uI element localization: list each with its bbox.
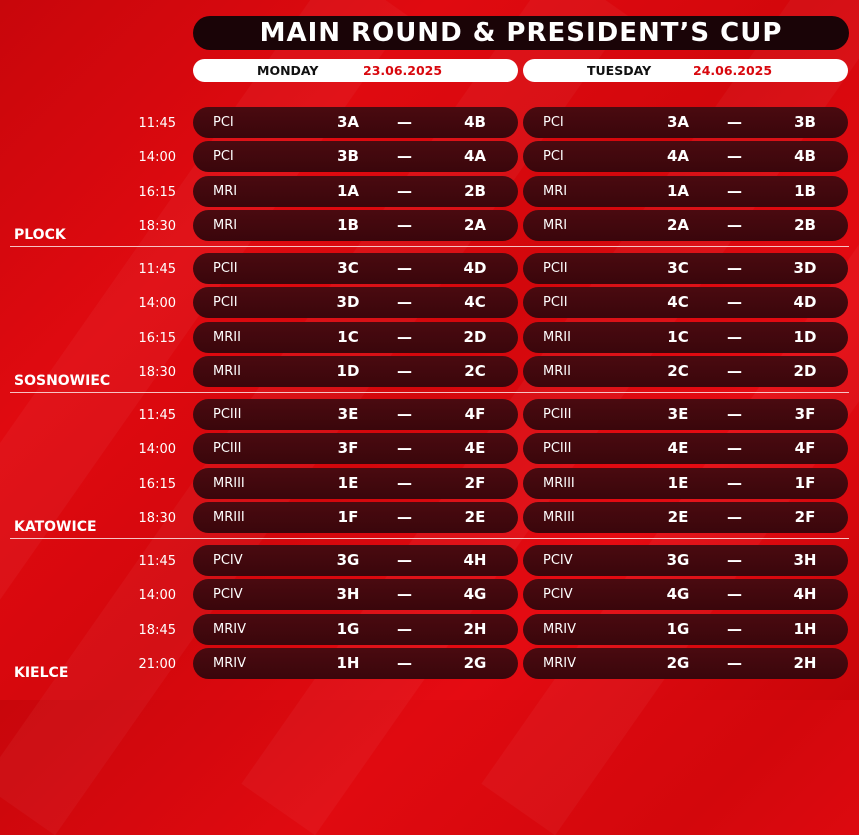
match-card: [523, 579, 848, 610]
match-time: 11:45: [138, 262, 176, 277]
match-time: 18:30: [138, 219, 176, 234]
match-card: [523, 502, 848, 533]
team-away: 2A: [463, 216, 487, 234]
city-label: KATOWICE: [14, 519, 97, 535]
vs-separator: —: [727, 585, 742, 603]
match-time: 11:45: [138, 408, 176, 423]
team-away: 1D: [793, 328, 817, 346]
match-card: [523, 176, 848, 207]
group-label: PCIII: [543, 441, 572, 456]
group-label: MRII: [543, 330, 571, 345]
match-card: [523, 141, 848, 172]
team-away: 3D: [793, 259, 817, 277]
team-home: 3G: [666, 551, 690, 569]
team-home: 4A: [666, 147, 690, 165]
group-label: MRIV: [543, 622, 576, 637]
team-away: 4D: [463, 259, 487, 277]
team-home: 3C: [667, 259, 689, 277]
vs-separator: —: [397, 585, 412, 603]
team-away: 3F: [794, 405, 816, 423]
vs-separator: —: [397, 362, 412, 380]
team-away: 2H: [793, 654, 817, 672]
vs-separator: —: [397, 405, 412, 423]
team-away: 2D: [463, 328, 487, 346]
team-home: 1F: [337, 508, 359, 526]
group-label: PCIII: [213, 441, 242, 456]
team-away: 4A: [463, 147, 487, 165]
vs-separator: —: [727, 328, 742, 346]
match-time: 18:30: [138, 365, 176, 380]
team-away: 3H: [793, 551, 817, 569]
team-home: 1B: [337, 216, 359, 234]
team-home: 4G: [666, 585, 690, 603]
group-label: MRIV: [213, 622, 246, 637]
day-date: 23.06.2025: [363, 63, 443, 78]
vs-separator: —: [727, 654, 742, 672]
team-away: 4F: [464, 405, 486, 423]
match-card: [193, 579, 518, 610]
group-label: PCII: [543, 295, 568, 310]
group-label: PCI: [213, 115, 234, 130]
vs-separator: —: [727, 551, 742, 569]
group-label: MRI: [213, 218, 238, 233]
match-time: 16:15: [138, 477, 176, 492]
group-label: PCIII: [543, 407, 572, 422]
match-time: 14:00: [138, 150, 176, 165]
match-card: [193, 614, 518, 645]
vs-separator: —: [397, 551, 412, 569]
group-label: MRIII: [213, 510, 245, 525]
vs-separator: —: [397, 508, 412, 526]
group-label: PCI: [213, 149, 234, 164]
vs-separator: —: [397, 328, 412, 346]
venue-block: [0, 399, 859, 536]
match-card: [193, 545, 518, 576]
team-away: 2D: [793, 362, 817, 380]
match-card: [523, 210, 848, 241]
match-time: 16:15: [138, 185, 176, 200]
vs-separator: —: [727, 113, 742, 131]
team-home: 3E: [337, 405, 359, 423]
vs-separator: —: [397, 439, 412, 457]
group-label: PCIV: [543, 553, 573, 568]
vs-separator: —: [397, 147, 412, 165]
vs-separator: —: [727, 147, 742, 165]
vs-separator: —: [727, 474, 742, 492]
match-card: [193, 253, 518, 284]
vs-separator: —: [397, 620, 412, 638]
match-card: [193, 210, 518, 241]
match-time: 21:00: [138, 657, 176, 672]
team-home: 3E: [667, 405, 689, 423]
team-home: 3D: [336, 293, 360, 311]
vs-separator: —: [727, 293, 742, 311]
group-label: MRII: [213, 330, 241, 345]
team-away: 4B: [464, 113, 486, 131]
team-home: 1H: [336, 654, 360, 672]
team-home: 2A: [666, 216, 690, 234]
vs-separator: —: [727, 216, 742, 234]
vs-separator: —: [727, 620, 742, 638]
team-home: 1D: [336, 362, 360, 380]
group-label: PCIII: [213, 407, 242, 422]
team-home: 3A: [336, 113, 360, 131]
city-label: PLOCK: [14, 227, 66, 243]
group-label: MRIV: [213, 656, 246, 671]
vs-separator: —: [397, 216, 412, 234]
vs-separator: —: [397, 113, 412, 131]
match-card: [523, 287, 848, 318]
venue-divider: [10, 392, 849, 393]
group-label: PCIV: [213, 553, 243, 568]
team-home: 1E: [337, 474, 359, 492]
team-home: 4E: [667, 439, 689, 457]
group-label: PCII: [213, 295, 238, 310]
vs-separator: —: [397, 474, 412, 492]
team-away: 4B: [794, 147, 816, 165]
team-away: 4H: [793, 585, 817, 603]
vs-separator: —: [727, 405, 742, 423]
team-away: 4C: [464, 293, 486, 311]
team-home: 4C: [667, 293, 689, 311]
day-date: 24.06.2025: [693, 63, 773, 78]
team-home: 3G: [336, 551, 360, 569]
venue-block: [0, 253, 859, 390]
team-away: 2E: [464, 508, 486, 526]
day-header-monday: [193, 59, 518, 82]
venue-divider: [10, 246, 849, 247]
venue-block: [0, 545, 859, 682]
match-time: 16:15: [138, 331, 176, 346]
team-away: 4F: [794, 439, 816, 457]
team-home: 3F: [337, 439, 359, 457]
team-away: 2F: [464, 474, 486, 492]
team-away: 3B: [794, 113, 816, 131]
match-time: 18:45: [138, 623, 176, 638]
match-time: 14:00: [138, 588, 176, 603]
group-label: MRIII: [543, 510, 575, 525]
team-home: 3C: [337, 259, 359, 277]
city-label: KIELCE: [14, 665, 69, 681]
vs-separator: —: [727, 439, 742, 457]
vs-separator: —: [397, 182, 412, 200]
team-away: 4H: [463, 551, 487, 569]
match-time: 11:45: [138, 116, 176, 131]
team-away: 1B: [794, 182, 816, 200]
group-label: PCI: [543, 115, 564, 130]
match-card: [523, 399, 848, 430]
group-label: PCIV: [543, 587, 573, 602]
team-home: 1A: [666, 182, 690, 200]
team-home: 2C: [667, 362, 689, 380]
match-card: [523, 107, 848, 138]
match-time: 14:00: [138, 296, 176, 311]
group-label: PCI: [543, 149, 564, 164]
match-card: [193, 433, 518, 464]
team-away: 4G: [463, 585, 487, 603]
match-card: [523, 253, 848, 284]
team-home: 3H: [336, 585, 360, 603]
match-card: [523, 614, 848, 645]
match-card: [523, 648, 848, 679]
page-title: MAIN ROUND & PRESIDENT’S CUP: [193, 16, 849, 50]
team-home: 3A: [666, 113, 690, 131]
day-name: TUESDAY: [587, 63, 652, 78]
team-away: 2B: [794, 216, 816, 234]
venue-block: [0, 107, 859, 244]
vs-separator: —: [397, 654, 412, 672]
match-card: [193, 107, 518, 138]
match-card: [193, 648, 518, 679]
team-away: 2B: [464, 182, 486, 200]
match-card: [193, 141, 518, 172]
match-card: [523, 468, 848, 499]
team-away: 1H: [793, 620, 817, 638]
group-label: MRI: [543, 184, 568, 199]
vs-separator: —: [727, 182, 742, 200]
group-label: MRIII: [213, 476, 245, 491]
team-home: 2G: [666, 654, 690, 672]
match-time: 18:30: [138, 511, 176, 526]
match-card: [193, 468, 518, 499]
match-card: [193, 356, 518, 387]
match-card: [193, 287, 518, 318]
team-home: 1E: [667, 474, 689, 492]
group-label: MRII: [213, 364, 241, 379]
match-card: [193, 322, 518, 353]
team-home: 1C: [337, 328, 359, 346]
venue-divider: [10, 538, 849, 539]
group-label: MRI: [213, 184, 238, 199]
vs-separator: —: [727, 259, 742, 277]
team-home: 1C: [667, 328, 689, 346]
group-label: MRII: [543, 364, 571, 379]
team-home: 2E: [667, 508, 689, 526]
match-card: [193, 502, 518, 533]
team-away: 2G: [463, 654, 487, 672]
team-home: 3B: [337, 147, 359, 165]
match-card: [523, 322, 848, 353]
group-label: PCII: [213, 261, 238, 276]
group-label: PCIV: [213, 587, 243, 602]
vs-separator: —: [397, 293, 412, 311]
group-label: MRIII: [543, 476, 575, 491]
vs-separator: —: [727, 508, 742, 526]
group-label: MRI: [543, 218, 568, 233]
match-card: [193, 399, 518, 430]
team-home: 1G: [336, 620, 360, 638]
team-away: 1F: [794, 474, 816, 492]
team-away: 2C: [464, 362, 486, 380]
group-label: MRIV: [543, 656, 576, 671]
team-home: 1A: [336, 182, 360, 200]
match-card: [523, 545, 848, 576]
vs-separator: —: [397, 259, 412, 277]
team-away: 4D: [793, 293, 817, 311]
match-card: [523, 356, 848, 387]
team-away: 4E: [464, 439, 486, 457]
match-time: 11:45: [138, 554, 176, 569]
match-time: 14:00: [138, 442, 176, 457]
team-away: 2H: [463, 620, 487, 638]
vs-separator: —: [727, 362, 742, 380]
match-card: [193, 176, 518, 207]
day-name: MONDAY: [257, 63, 319, 78]
day-header-tuesday: [523, 59, 848, 82]
match-card: [523, 433, 848, 464]
team-home: 1G: [666, 620, 690, 638]
city-label: SOSNOWIEC: [14, 373, 111, 389]
group-label: PCII: [543, 261, 568, 276]
team-away: 2F: [794, 508, 816, 526]
